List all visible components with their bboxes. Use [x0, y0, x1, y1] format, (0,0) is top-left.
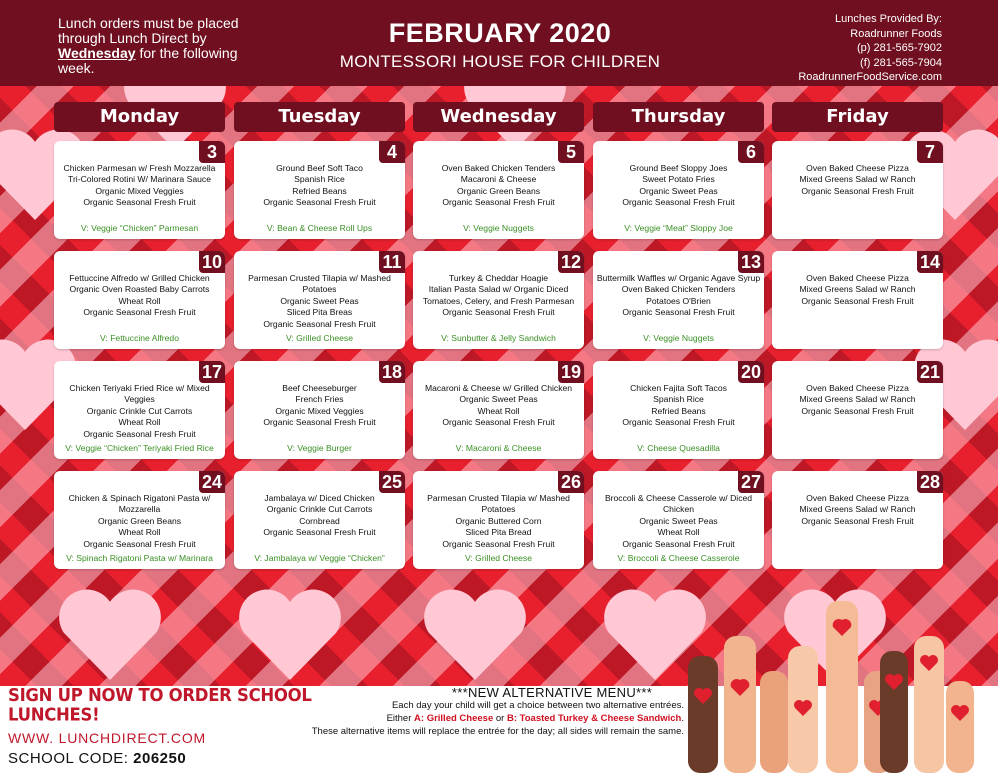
- vegetarian-option: V: Veggie “Chicken” Teriyaki Fried Rice: [65, 443, 214, 453]
- alt-menu-line2: Either A: Grilled Cheese or B: Toasted Turkey & Cheese Sandwich.: [386, 713, 684, 724]
- menu-item: Wheat Roll: [118, 417, 161, 428]
- alt-menu-title: ***NEW ALTERNATIVE MENU***: [451, 685, 653, 700]
- menu-item: Organic Seasonal Fresh Fruit: [442, 417, 555, 428]
- date-number: 5: [558, 141, 584, 163]
- day-cell-monday: [54, 471, 225, 569]
- provider-label: Lunches Provided By:: [834, 13, 942, 25]
- menu-items: [596, 383, 761, 429]
- menu-item: Organic Seasonal Fresh Fruit: [263, 527, 376, 538]
- date-number: 7: [917, 141, 943, 163]
- menu-items: [596, 493, 761, 550]
- provider-info: [722, 12, 942, 85]
- calendar-header: [0, 0, 998, 86]
- day-cell-tuesday: [234, 141, 405, 239]
- menu-items: [57, 383, 222, 440]
- hand-icon: [688, 656, 718, 773]
- day-header-thursday: Thursday: [593, 102, 764, 132]
- menu-item: Chicken Teriyaki Fried Rice w/ Mixed Veggies: [69, 383, 210, 405]
- menu-items: [237, 493, 402, 539]
- menu-item: Mixed Greens Salad w/ Ranch: [799, 394, 916, 405]
- day-cell-wednesday: [413, 471, 584, 569]
- provider-fax: (f) 281-565-7904: [860, 56, 942, 69]
- menu-item: Oven Baked Cheese Pizza: [806, 493, 909, 503]
- menu-item: Organic Seasonal Fresh Fruit: [801, 515, 914, 526]
- menu-item: Buttermilk Waffles w/ Organic Agave Syrup: [596, 273, 761, 283]
- menu-item: Organic Seasonal Fresh Fruit: [622, 197, 735, 208]
- day-header-friday: Friday: [772, 102, 943, 132]
- menu-item: Mixed Greens Salad w/ Ranch: [799, 504, 916, 515]
- day-header-monday: Monday: [54, 102, 225, 132]
- date-number: 27: [738, 471, 764, 493]
- day-header-tuesday: Tuesday: [234, 102, 405, 132]
- day-cell-friday: [772, 251, 943, 349]
- menu-item: Organic Buttered Corn: [455, 515, 542, 526]
- vegetarian-option: V: Veggie Nuggets: [463, 223, 534, 233]
- alt-option-a: A: Grilled Cheese: [414, 713, 494, 724]
- menu-item: Organic Seasonal Fresh Fruit: [83, 538, 196, 549]
- menu-item: Organic Seasonal Fresh Fruit: [442, 307, 555, 318]
- menu-item: Tri-Colored Rotini W/ Marinara Sauce: [68, 174, 211, 185]
- school-code-value: 206250: [133, 750, 187, 767]
- menu-items: [775, 163, 940, 197]
- menu-item: Organic Seasonal Fresh Fruit: [622, 538, 735, 549]
- menu-item: Chicken Fajita Soft Tacos: [630, 383, 727, 393]
- menu-item: Chicken Parmesan w/ Fresh Mozzarella: [63, 163, 216, 173]
- vegetarian-option: V: Veggie “Meat” Sloppy Joe: [624, 223, 733, 233]
- vegetarian-option: V: Bean & Cheese Roll Ups: [266, 223, 373, 233]
- menu-item: Cornbread: [299, 515, 340, 526]
- vegetarian-option: V: Macaroni & Cheese: [455, 443, 542, 453]
- school-code: [8, 750, 368, 767]
- day-cell-wednesday: [413, 251, 584, 349]
- menu-item: Organic Crinkle Cut Carrots: [266, 504, 373, 515]
- menu-items: [596, 273, 761, 319]
- date-number: 21: [917, 361, 943, 383]
- provider-phone: (p) 281-565-7902: [856, 42, 942, 54]
- menu-items: [237, 273, 402, 330]
- vegetarian-option: V: Grilled Cheese: [464, 553, 533, 563]
- menu-item: Organic Oven Roasted Baby Carrots: [69, 284, 210, 295]
- date-number: 12: [558, 251, 584, 273]
- menu-items: [237, 163, 402, 209]
- menu-item: Organic Sweet Peas: [639, 185, 718, 196]
- menu-items: [57, 163, 222, 209]
- menu-item: Organic Green Beans: [97, 515, 182, 526]
- page-title: FEBRUARY 2020: [388, 18, 612, 48]
- day-cell-friday: [772, 361, 943, 459]
- day-cell-thursday: [593, 471, 764, 569]
- hand-icon: [880, 651, 908, 773]
- date-number: 24: [199, 471, 225, 493]
- school-name: MONTESSORI HOUSE FOR CHILDREN: [339, 52, 661, 71]
- menu-item: Wheat Roll: [477, 405, 520, 416]
- vegetarian-option: V: Spinach Rigatoni Pasta w/ Marinara: [66, 553, 213, 563]
- date-number: 6: [738, 141, 764, 163]
- menu-item: Sliced Pita Bread: [465, 527, 532, 538]
- raised-hands-illustration: [680, 596, 980, 773]
- hand-icon: [914, 636, 944, 773]
- menu-item: Potatoes O'Brien: [646, 295, 711, 306]
- date-number: 20: [738, 361, 764, 383]
- date-number: 3: [199, 141, 225, 163]
- day-header-wednesday: Wednesday: [413, 102, 584, 132]
- menu-item: Organic Seasonal Fresh Fruit: [442, 538, 555, 549]
- day-cell-tuesday: [234, 361, 405, 459]
- menu-item: Sliced Pita Breas: [286, 307, 353, 318]
- vegetarian-option: V: Cheese Quesadilla: [637, 443, 720, 453]
- menu-item: Macaroni & Cheese: [460, 174, 537, 185]
- menu-item: Refried Beans: [651, 405, 706, 416]
- date-number: 10: [199, 251, 225, 273]
- hand-icon: [826, 601, 858, 773]
- provider-website: RoadrunnerFoodService.com: [798, 71, 942, 83]
- vegetarian-option: V: Veggie “Chicken” Parmesan: [80, 223, 199, 233]
- lunchdirect-link[interactable]: WWW. LUNCHDIRECT.COM: [8, 730, 206, 746]
- day-cell-monday: [54, 361, 225, 459]
- date-number: 26: [558, 471, 584, 493]
- menu-item: Organic Green Beans: [456, 185, 541, 196]
- menu-item: Organic Seasonal Fresh Fruit: [622, 307, 735, 318]
- menu-item: Organic Sweet Peas: [459, 394, 538, 405]
- menu-item: Oven Baked Cheese Pizza: [806, 383, 909, 393]
- day-cell-thursday: [593, 361, 764, 459]
- alt-menu-line1: Each day your child will get a choice between two alternative entrées.: [391, 700, 684, 711]
- alt-menu-line3: These alternative items will replace the entrée for the day; all sides will remain the same.: [311, 726, 684, 737]
- vegetarian-option: V: Veggie Nuggets: [643, 333, 714, 343]
- day-cell-friday: [772, 141, 943, 239]
- menu-item: Beef Cheeseburger: [282, 383, 357, 393]
- menu-item: Spanish Rice: [653, 394, 704, 405]
- date-number: 11: [379, 251, 405, 273]
- menu-item: Fettuccine Alfredo w/ Grilled Chicken: [69, 273, 210, 283]
- menu-item: Organic Mixed Veggies: [275, 405, 364, 416]
- menu-item: Organic Seasonal Fresh Fruit: [83, 307, 196, 318]
- date-number: 4: [379, 141, 405, 163]
- alt-option-b: B: Toasted Turkey & Cheese Sandwich: [506, 713, 682, 724]
- date-number: 18: [379, 361, 405, 383]
- menu-item: Turkey & Cheddar Hoagie: [448, 273, 549, 283]
- order-deadline-note: [58, 16, 258, 76]
- menu-item: Parmesan Crusted Tilapia w/ Mashed Potatoes: [427, 493, 570, 515]
- alternative-menu-note: [270, 686, 684, 738]
- menu-item: Oven Baked Cheese Pizza: [806, 163, 909, 173]
- date-number: 28: [917, 471, 943, 493]
- heart-icon: [420, 586, 530, 686]
- provider-name: Roadrunner Foods: [850, 27, 942, 40]
- order-note-day: Wednesday: [58, 45, 136, 61]
- menu-item: Refried Beans: [292, 185, 347, 196]
- menu-item: Organic Seasonal Fresh Fruit: [83, 197, 196, 208]
- alt-or: or: [495, 713, 505, 724]
- day-cell-monday: [54, 141, 225, 239]
- day-cell-thursday: [593, 141, 764, 239]
- day-cell-monday: [54, 251, 225, 349]
- vegetarian-option: V: Grilled Cheese: [285, 333, 354, 343]
- signup-heading: SIGN UP NOW TO ORDER SCHOOL LUNCHES!: [8, 685, 312, 725]
- menu-items: [775, 383, 940, 417]
- menu-item: Mixed Greens Salad w/ Ranch: [799, 284, 916, 295]
- vegetarian-option: V: Fettuccine Alfredo: [100, 333, 179, 343]
- menu-items: [775, 493, 940, 527]
- day-cell-friday: [772, 471, 943, 569]
- menu-item: Jambalaya w/ Diced Chicken: [264, 493, 375, 503]
- day-cell-thursday: [593, 251, 764, 349]
- menu-items: [416, 383, 581, 429]
- menu-items: [416, 273, 581, 319]
- menu-items: [57, 493, 222, 550]
- menu-item: Parmesan Crusted Tilapia w/ Mashed Potatoes: [248, 273, 391, 295]
- menu-item: Spanish Rice: [294, 174, 345, 185]
- menu-item: Wheat Roll: [118, 295, 161, 306]
- menu-item: Sweet Potato Fries: [642, 174, 715, 185]
- order-note-text: Lunch orders must be placed through Lunch Direct by: [58, 15, 239, 46]
- date-number: 13: [738, 251, 764, 273]
- menu-item: Organic Sweet Peas: [639, 515, 718, 526]
- menu-item: Chicken & Spinach Rigatoni Pasta w/ Mozzarella: [68, 493, 211, 515]
- school-code-label: SCHOOL CODE:: [8, 750, 129, 767]
- menu-item: Oven Baked Cheese Pizza: [806, 273, 909, 283]
- menu-items: [237, 383, 402, 429]
- menu-item: Mixed Greens Salad w/ Ranch: [799, 174, 916, 185]
- menu-item: Oven Baked Chicken Tenders: [441, 163, 556, 173]
- menu-item: Organic Seasonal Fresh Fruit: [442, 197, 555, 208]
- hand-icon: [946, 681, 974, 773]
- menu-item: Oven Baked Chicken Tenders: [621, 284, 736, 295]
- day-cell-tuesday: [234, 471, 405, 569]
- menu-items: [57, 273, 222, 319]
- menu-item: Organic Seasonal Fresh Fruit: [263, 417, 376, 428]
- menu-items: [416, 163, 581, 209]
- menu-item: Organic Seasonal Fresh Fruit: [622, 417, 735, 428]
- menu-item: Broccoli & Cheese Casserole w/ Diced Chicken: [604, 493, 753, 515]
- hand-icon: [788, 646, 818, 773]
- menu-item: Organic Sweet Peas: [280, 295, 359, 306]
- day-cell-tuesday: [234, 251, 405, 349]
- vegetarian-option: V: Jambalaya w/ Veggie “Chicken”: [254, 553, 385, 563]
- menu-items: [416, 493, 581, 550]
- menu-item: Organic Mixed Veggies: [95, 185, 184, 196]
- menu-item: Wheat Roll: [657, 527, 700, 538]
- hand-icon: [724, 636, 756, 773]
- hand-icon: [760, 671, 788, 773]
- menu-item: Macaroni & Cheese w/ Grilled Chicken: [424, 383, 573, 393]
- menu-item: Organic Seasonal Fresh Fruit: [801, 295, 914, 306]
- menu-item: Ground Beef Soft Taco: [276, 163, 363, 173]
- date-number: 17: [199, 361, 225, 383]
- menu-items: [775, 273, 940, 307]
- menu-item: Organic Seasonal Fresh Fruit: [83, 428, 196, 439]
- vegetarian-option: V: Veggie Burger: [287, 443, 352, 453]
- vegetarian-option: V: Sunbutter & Jelly Sandwich: [441, 333, 556, 343]
- menu-item: Organic Seasonal Fresh Fruit: [801, 185, 914, 196]
- menu-items: [596, 163, 761, 209]
- menu-item: Wheat Roll: [118, 527, 161, 538]
- vegetarian-option: V: Broccoli & Cheese Casserole: [617, 553, 740, 563]
- heart-icon: [55, 586, 165, 686]
- date-number: 19: [558, 361, 584, 383]
- menu-item: Ground Beef Sloppy Joes: [629, 163, 728, 173]
- heart-icon: [235, 586, 345, 686]
- menu-item: Organic Seasonal Fresh Fruit: [263, 318, 376, 329]
- menu-item: Organic Seasonal Fresh Fruit: [263, 197, 376, 208]
- menu-item: Organic Crinkle Cut Carrots: [86, 405, 193, 416]
- menu-item: French Fries: [295, 394, 344, 405]
- day-cell-wednesday: [413, 361, 584, 459]
- order-note-text-end: for the following week.: [58, 45, 238, 76]
- menu-item: Organic Seasonal Fresh Fruit: [801, 405, 914, 416]
- day-cell-wednesday: [413, 141, 584, 239]
- date-number: 14: [917, 251, 943, 273]
- menu-item: Italian Pasta Salad w/ Organic Diced Tomatoes, Celery, and Fresh Parmesan: [422, 284, 575, 306]
- date-number: 25: [379, 471, 405, 493]
- alt-either: Either: [386, 713, 412, 724]
